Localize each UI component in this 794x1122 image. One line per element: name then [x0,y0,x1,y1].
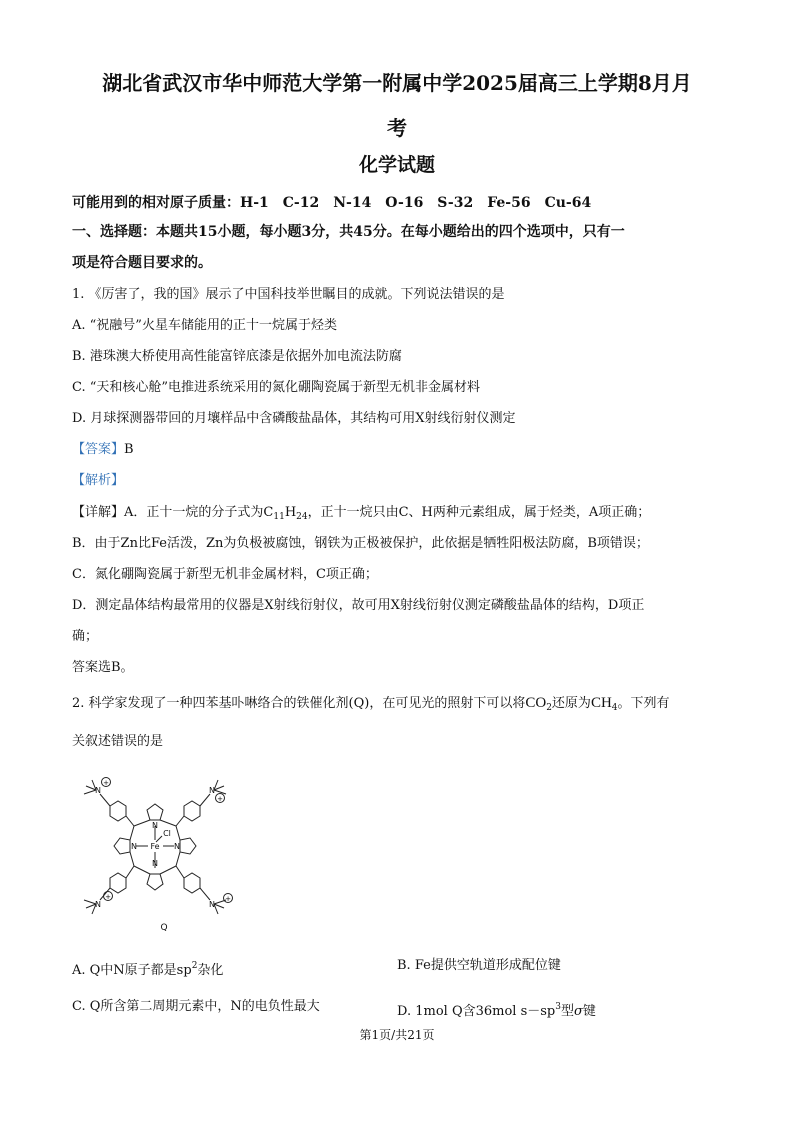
q2-option-a [72,956,223,981]
section-heading-line1: 一、选择题：本题共15小题，每小题3分，共45分。在每小题给出的四个选项中，只有一 [72,224,625,240]
q2-option-c: C. Q所含第二周期元素中，N的电负性最大 [72,999,320,1014]
exam-subtitle: 化学试题 [358,154,435,176]
q2-option-d [397,997,596,1022]
q1-detail-d2: 确； [72,629,99,644]
q1-detail-a [72,503,732,527]
superscript: 3 [555,1002,561,1012]
q2-stem [72,693,732,718]
answer-value: B [124,442,134,457]
analysis-tag: 【解析】 [72,473,125,488]
cl-atom-label: Cl [163,829,171,838]
subscript: 2 [546,703,552,713]
n-atom-label: N [152,821,158,830]
sigma-symbol: σ [574,1004,583,1019]
q1-answer [72,440,732,460]
q1-stem: 1. 《厉害了，我的国》展示了中国科技举世瞩目的成就。下列说法错误的是 [72,287,505,302]
positive-charge: + [103,779,109,787]
q1-detail-b: B．由于Zn比Fe活泼，Zn为负极被腐蚀，钢铁为正极被保护，此依据是牺牲阳极法防腐，B项错误； [72,536,649,551]
q1-conclusion: 答案选B。 [72,660,134,675]
q2-stem-line2: 关叙述错误的是 [72,734,164,749]
option-text: D. 1mol Q含36mol s－sp [397,1004,556,1019]
n-atom-label: N [209,786,215,795]
detail-a-text-end: ，正十一烷只由C、H两种元素组成，属于烃类，A项正确； [307,505,651,520]
n-atom-label: N [131,842,137,851]
positive-charge: + [225,895,231,903]
q1-option-d: D. 月球探测器带回的月壤样品中含磷酸盐晶体，其结构可用X射线衍射仪测定 [72,411,516,426]
q2-stem-text: 2. 科学家发现了一种四苯基卟啉络合的铁催化剂(Q)，在可见光的照射下可以将 [72,696,526,711]
page-number: 第1页/共21页 [359,1028,435,1042]
n-atom-label: N [174,842,180,851]
q2-stem-text: 还原为 [551,696,591,711]
q1-option-b: B. 港珠澳大桥使用高性能富锌底漆是依据外加电流法防腐 [72,349,402,364]
q1-detail-c: C．氮化硼陶瓷属于新型无机非金属材料，C项正确； [72,567,378,582]
formula-h: H [284,505,297,520]
q1-option-a: A. “祝融号”火星车储能用的正十一烷属于烃类 [72,318,337,333]
detail-tag: 【详解】 [72,505,125,520]
section-heading-line2: 项是符合题目要求的。 [72,255,212,271]
q1-option-c: C. “天和核心舱”电推进系统采用的氮化硼陶瓷属于新型无机非金属材料 [72,380,481,395]
positive-charge: + [105,893,111,901]
q2-option-b: B. Fe提供空轨道形成配位键 [397,958,561,973]
detail-a-text: A．正十一烷的分子式为C [124,505,274,520]
option-text: A. Q中N原子都是sp [72,963,192,978]
molecule-caption: Q [160,923,168,933]
n-atom-label: N [152,859,158,868]
subscript: 24 [296,512,308,522]
exam-title-line1: 湖北省武汉市华中师范大学第一附属中学2025届高三上学期8月月 [102,71,692,95]
n-atom-label: N [95,900,101,909]
n-atom-label: N [209,900,215,909]
n-atom-label: N [95,786,101,795]
exam-title-line2: 考 [387,116,407,140]
superscript: 2 [191,961,198,971]
q1-detail-d1: D．测定晶体结构最常用的仪器是X射线衍射仪，故可用X射线衍射仪测定磷酸盐晶体的结构，D项正 [72,598,645,613]
option-text: 型 [560,1004,574,1019]
subscript: 11 [273,512,285,522]
option-text: 键 [582,1004,596,1019]
formula-ch4: CH [590,695,612,711]
formula-co2: CO [525,695,547,711]
q2-stem-text: 。下列有 [617,696,670,711]
positive-charge: + [217,795,223,803]
subscript: 4 [611,703,618,713]
atomic-masses: 可能用到的相对原子质量：H-1 C-12 N-14 O-16 S-32 Fe-56 Cu-64 [72,195,592,211]
answer-tag: 【答案】 [72,442,125,457]
option-text: 杂化 [197,963,224,978]
porphyrin-molecule-structure [72,766,252,936]
fe-atom-label: Fe [150,842,160,851]
